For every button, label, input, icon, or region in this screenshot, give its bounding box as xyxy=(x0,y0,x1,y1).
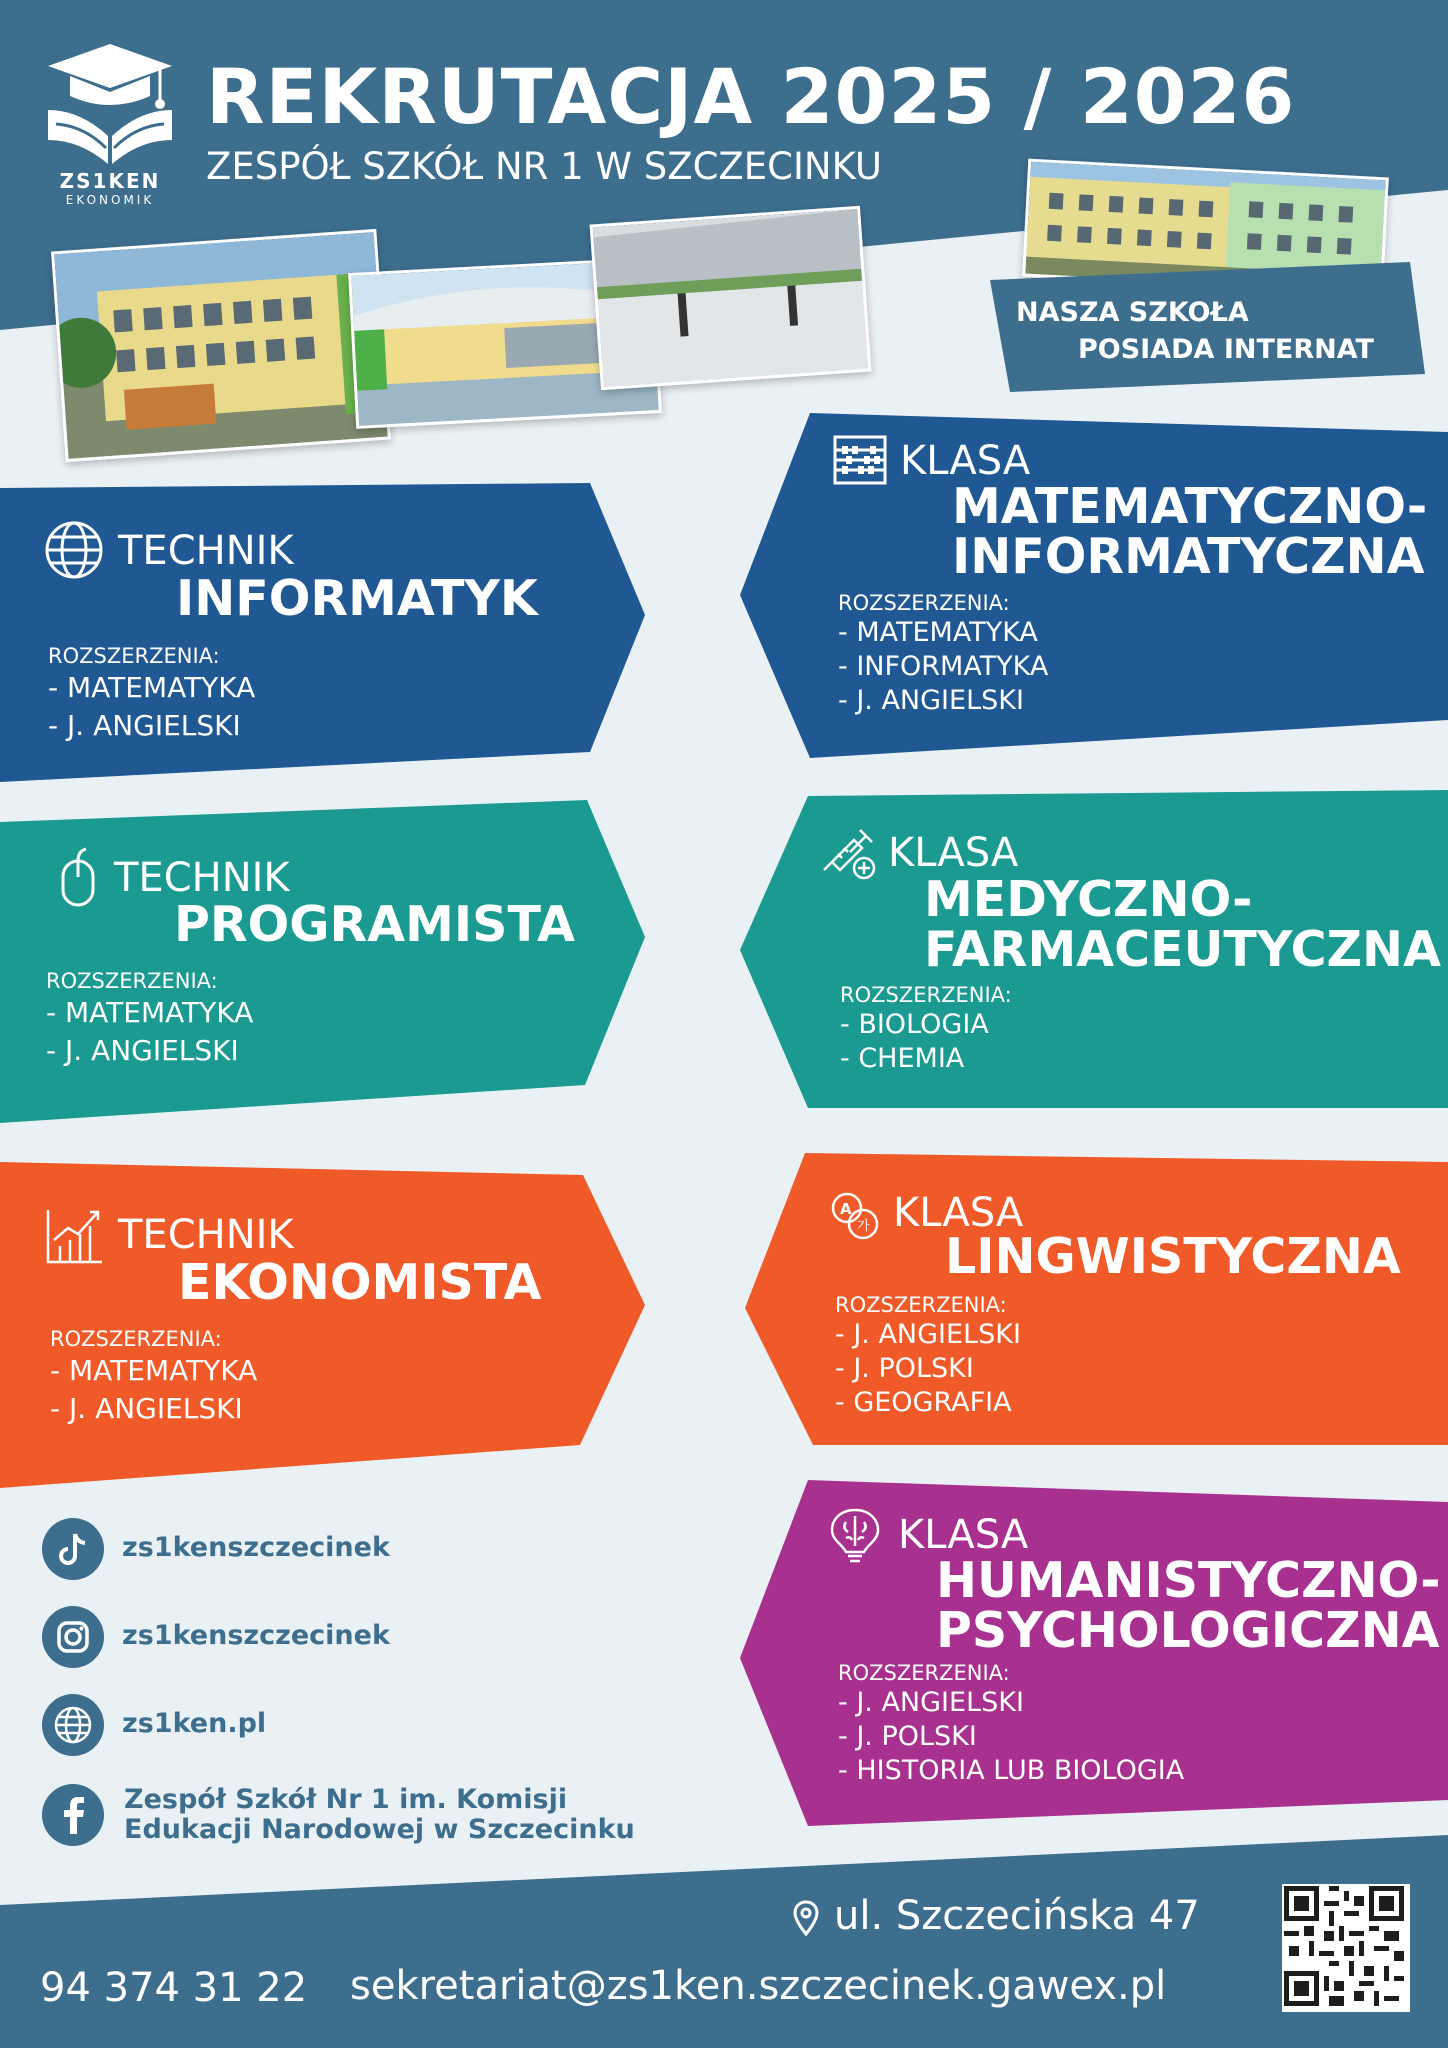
syringe-icon xyxy=(820,826,876,882)
instagram-icon xyxy=(42,1606,104,1668)
card-name-line: INFORMATYCZNA xyxy=(952,528,1425,585)
card-ext-label: ROZSZERZENIA: xyxy=(46,969,218,993)
social-facebook[interactable] xyxy=(42,1782,662,1852)
card-label: TECHNIK xyxy=(114,855,290,901)
mouse-icon xyxy=(60,847,96,909)
card-label: KLASA xyxy=(898,1512,1029,1558)
card-technik-informatyk[interactable] xyxy=(0,480,650,785)
card-klasa-humanistyczno-psychologiczna[interactable] xyxy=(740,1480,1448,1830)
growth-chart-icon xyxy=(44,1206,104,1266)
card-ext-label: ROZSZERZENIA: xyxy=(838,1661,1010,1685)
card-subject: - MATEMATYKA xyxy=(838,617,1038,648)
page-subtitle: ZESPÓŁ SZKÓŁ NR 1 W SZCZECINKU xyxy=(206,145,882,188)
card-subject: - CHEMIA xyxy=(840,1043,965,1074)
social-instagram[interactable] xyxy=(42,1606,562,1668)
ice-rink-photo xyxy=(590,206,872,390)
card-name-line: PSYCHOLOGICZNA xyxy=(936,1602,1440,1659)
card-label: KLASA xyxy=(888,830,1019,876)
internet-badge-line2: POSIADA INTERNAT xyxy=(1078,334,1374,365)
card-name-line: LINGWISTYCZNA xyxy=(945,1228,1401,1285)
card-subject: - J. POLSKI xyxy=(835,1353,974,1384)
brain-bulb-icon xyxy=(828,1506,882,1566)
card-label: KLASA xyxy=(900,438,1031,484)
card-subject: - J. ANGIELSKI xyxy=(46,1034,239,1067)
card-subject: - MATEMATYKA xyxy=(46,996,254,1029)
card-name-line: HUMANISTYCZNO- xyxy=(936,1552,1441,1609)
card-ext-label: ROZSZERZENIA: xyxy=(50,1327,222,1351)
card-klasa-medyczno-farmaceutyczna[interactable] xyxy=(740,790,1448,1110)
social-facebook-text-line2: Edukacji Narodowej w Szczecinku xyxy=(124,1814,635,1845)
logo-name: ZS1KEN xyxy=(59,169,161,193)
card-name: EKONOMISTA xyxy=(178,1254,542,1311)
card-subject: - HISTORIA LUB BIOLOGIA xyxy=(838,1755,1185,1786)
facebook-icon xyxy=(42,1784,104,1846)
card-klasa-matematyczno-informatyczna[interactable] xyxy=(740,410,1448,760)
globe-icon xyxy=(42,1694,104,1756)
card-subject: - GEOGRAFIA xyxy=(835,1387,1012,1418)
qr-code[interactable] xyxy=(1282,1884,1410,2012)
card-name-line: FARMACEUTYCZNA xyxy=(924,921,1441,978)
abacus-icon xyxy=(832,434,888,486)
card-name-line: MATEMATYCZNO- xyxy=(952,478,1428,535)
card-label: TECHNIK xyxy=(118,1212,294,1258)
internet-badge-line1: NASZA SZKOŁA xyxy=(1016,297,1249,328)
location-pin-icon xyxy=(792,1900,820,1938)
card-ext-label: ROZSZERZENIA: xyxy=(835,1293,1007,1317)
card-label: KLASA xyxy=(893,1190,1024,1236)
card-subject: - MATEMATYKA xyxy=(50,1354,258,1387)
card-subject: - INFORMATYKA xyxy=(838,651,1049,682)
logo-subname: EKONOMIK xyxy=(65,193,155,207)
card-subject: - J. POLSKI xyxy=(838,1721,977,1752)
social-instagram-text: zs1kenszczecinek xyxy=(122,1620,390,1651)
address-text: ul. Szczecińska 47 xyxy=(834,1893,1200,1939)
card-subject: - J. ANGIELSKI xyxy=(50,1392,243,1425)
social-tiktok[interactable] xyxy=(42,1518,562,1580)
social-tiktok-text: zs1kenszczecinek xyxy=(122,1532,390,1563)
card-ext-label: ROZSZERZENIA: xyxy=(838,591,1010,615)
page-title: REKRUTACJA 2025 / 2026 xyxy=(206,52,1296,141)
email-text[interactable]: sekretariat@zs1ken.szczecinek.gawex.pl xyxy=(350,1963,1167,2009)
svg-text:A: A xyxy=(840,1200,852,1218)
card-name: INFORMATYK xyxy=(176,570,538,627)
translate-icon xyxy=(829,1190,881,1242)
card-name-line: MEDYCZNO- xyxy=(924,871,1253,928)
tiktok-icon xyxy=(42,1518,104,1580)
social-facebook-text-line1: Zespół Szkół Nr 1 im. Komisji xyxy=(124,1784,568,1815)
card-technik-programista[interactable] xyxy=(0,795,650,1125)
card-subject: - BIOLOGIA xyxy=(840,1009,989,1040)
card-subject: - MATEMATYKA xyxy=(48,671,256,704)
svg-text:가: 가 xyxy=(857,1219,870,1234)
globe-icon xyxy=(44,520,104,580)
card-technik-ekonomista[interactable] xyxy=(0,1160,650,1490)
card-name: PROGRAMISTA xyxy=(174,896,575,953)
card-shape xyxy=(0,795,650,1125)
card-ext-label: ROZSZERZENIA: xyxy=(840,983,1012,1007)
card-subject: - J. ANGIELSKI xyxy=(838,685,1024,716)
phone-text[interactable]: 94 374 31 22 xyxy=(40,1965,308,2011)
graduation-cap-book-icon xyxy=(40,40,180,170)
card-subject: - J. ANGIELSKI xyxy=(835,1319,1021,1350)
card-ext-label: ROZSZERZENIA: xyxy=(48,644,220,668)
card-subject: - J. ANGIELSKI xyxy=(48,709,241,742)
social-website-text: zs1ken.pl xyxy=(122,1708,267,1739)
card-klasa-lingwistyczna[interactable] xyxy=(745,1150,1448,1450)
card-label: TECHNIK xyxy=(118,528,294,574)
school-building-photo xyxy=(51,229,391,462)
card-subject: - J. ANGIELSKI xyxy=(838,1687,1024,1718)
social-website[interactable] xyxy=(42,1694,562,1756)
